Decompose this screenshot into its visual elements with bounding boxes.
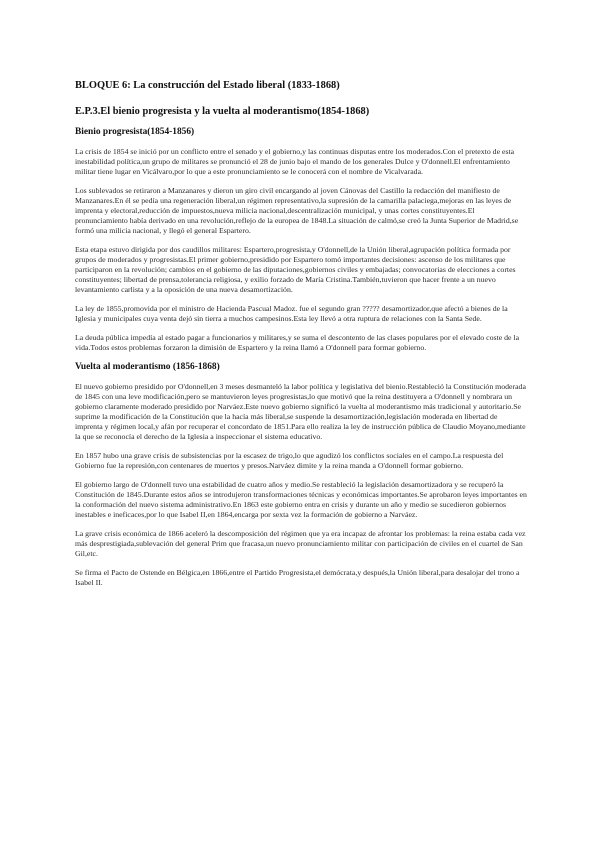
paragraph: La deuda pública impedía al estado pagar a funcionarios y militares,y se suma el descontento de las clases populares por el elevado coste de la vida.Todos estos problemas forzaron la dimisión de Espartero y la reina llamó a O'donnell para formar gobierno. (75, 333, 520, 352)
paragraph: El gobierno largo de O'donnell tuvo una estabilidad de cuatro años y medio.Se restableció la legislación desamortizadora y se recuperó la Constitución de 1845.Durante estos años se introdujeron transformaciones técnicas y económicas importantes.Se aprobaron leyes importantes en la conformación del nuevo sistema administrativo.En 1863 este gobierno entra en crisis y durante un año y medio se sucedieron gobiernos inestables e ineficaces,por lo que Isabel II,en 1864,encarga por sexta vez la formación de gobierno a Narváez. (75, 480, 527, 519)
paragraph: La crisis de 1854 se inició por un conflicto entre el senado y el gobierno,y las continuas disputas entre los moderados.Con el pretexto de esta inestabilidad política,un grupo de militares se pronunció el 28 de junio bajo el mando de los generales Dulce y O'donnell.El enfrentamiento militar tiene lugar en Vicálvaro,por lo que a este pronunciamiento se le conocerá con el nombre de Vicalvarada. (75, 147, 515, 176)
document-subtitle: E.P.3.El bienio progresista y la vuelta al moderantismo(1854-1868) (75, 106, 370, 117)
paragraph: Se firma el Pacto de Ostende en Bélgica,en 1866,entre el Partido Progresista,el demócrata,y después,la Unión liberal,para desalojar del trono a Isabel II. (75, 568, 520, 587)
paragraph: El nuevo gobierno presidido por O'donnell,en 3 meses desmanteló la labor política y legislativa del bienio.Restableció la Constitución moderada de 1845 con una leve modificación,pero se mantuvieron leyes progresistas,lo que motivó que la reina destituyera a O'donnell y nombrara un gobierno claramente moderado presidido por Narváez.Este nuevo gobierno significó la vuelta al moderantismo más tradicional y autoritario.Se suprime la modificación de la Constitución que la hacía más liberal,se suspende la desamortización,legislación moderada en libertad de imprenta y régimen local,y afán por recuperar el concordato de 1851.Para ello realiza la ley de instrucción pública de Claudio Moyano,mediante la que se reconocía el derecho de la Iglesia a inspeccionar el sistema educativo. (75, 382, 526, 441)
paragraph: La ley de 1855,promovida por el ministro de Hacienda Pascual Madoz. fue el segundo gran ????? desamortizador,que afectó a bienes de la Iglesia y municipales cuya venta dejó sin tierra a muchos campesinos.Esta ley llevó a otra ruptura de relaciones con la Santa Sede. (75, 304, 508, 323)
paragraph: La grave crisis económica de 1866 aceleró la descomposición del régimen que ya era incapaz de afrontar los problemas: la reina estaba cada vez más desprestigiada,sublevación del general Prim que fracasa,un nuevo pronunciamiento militar con participación de civiles en el cuartel de San Gil,etc. (75, 529, 526, 558)
section-heading: Bienio progresista(1854-1856) (75, 127, 195, 137)
paragraph: En 1857 hubo una grave crisis de subsistencias por la escasez de trigo,lo que agudizó los conflictos sociales en el campo.La respuesta del Gobierno fue la represión,con centenares de muertos y presos.Narváez dimite y la reina manda a O'donnell formar gobierno. (75, 451, 504, 470)
section-heading: Vuelta al moderantismo (1856-1868) (75, 362, 220, 372)
section-vuelta-moderantismo (75, 362, 527, 588)
paragraph: Esta etapa estuvo dirigida por dos caudillos militares: Espartero,progresista,y O'donnell,de la Unión liberal,agrupación política formada por grupos de moderados y progresistas.El primer gobierno,presidido por Espartero tomó importantes decisiones: ascenso de los militares que participaron en la revolución; cambios en el gobierno de las diputaciones,gobiernos civiles y embajadas; convocatorias de elecciones a cortes constituyentes; libertad de prensa,tolerancia religiosa, y exilio forzado de María Cristina.También,tuvieron que hacer frente a un nuevo levantamiento carlista y a la oposición de una nueva desamortización. (75, 245, 516, 294)
paragraph: Los sublevados se retiraron a Manzanares y dieron un giro civil encargando al joven Cánovas del Castillo la redacción del manifiesto de Manzanares.En él se pedía una regeneración liberal,un régimen representativo,la supresión de la camarilla palaciega,mejoras en las leyes de imprenta y electoral,reducción de impuestos,nueva milicia nacional,descentralización municipal, y unas cortes constituyentes.El pronunciamiento había derivado en una revolución,reflejo de la europea de 1848.La situación de calmó,se creó la Junta Superior de Madrid,se formó una milicia nacional, y llegó el general Espartero. (75, 186, 519, 235)
section-bienio-progresista (75, 127, 527, 353)
document-title: BLOQUE 6: La construcción del Estado liberal (1833-1868) (75, 80, 340, 91)
document-page (75, 80, 527, 597)
